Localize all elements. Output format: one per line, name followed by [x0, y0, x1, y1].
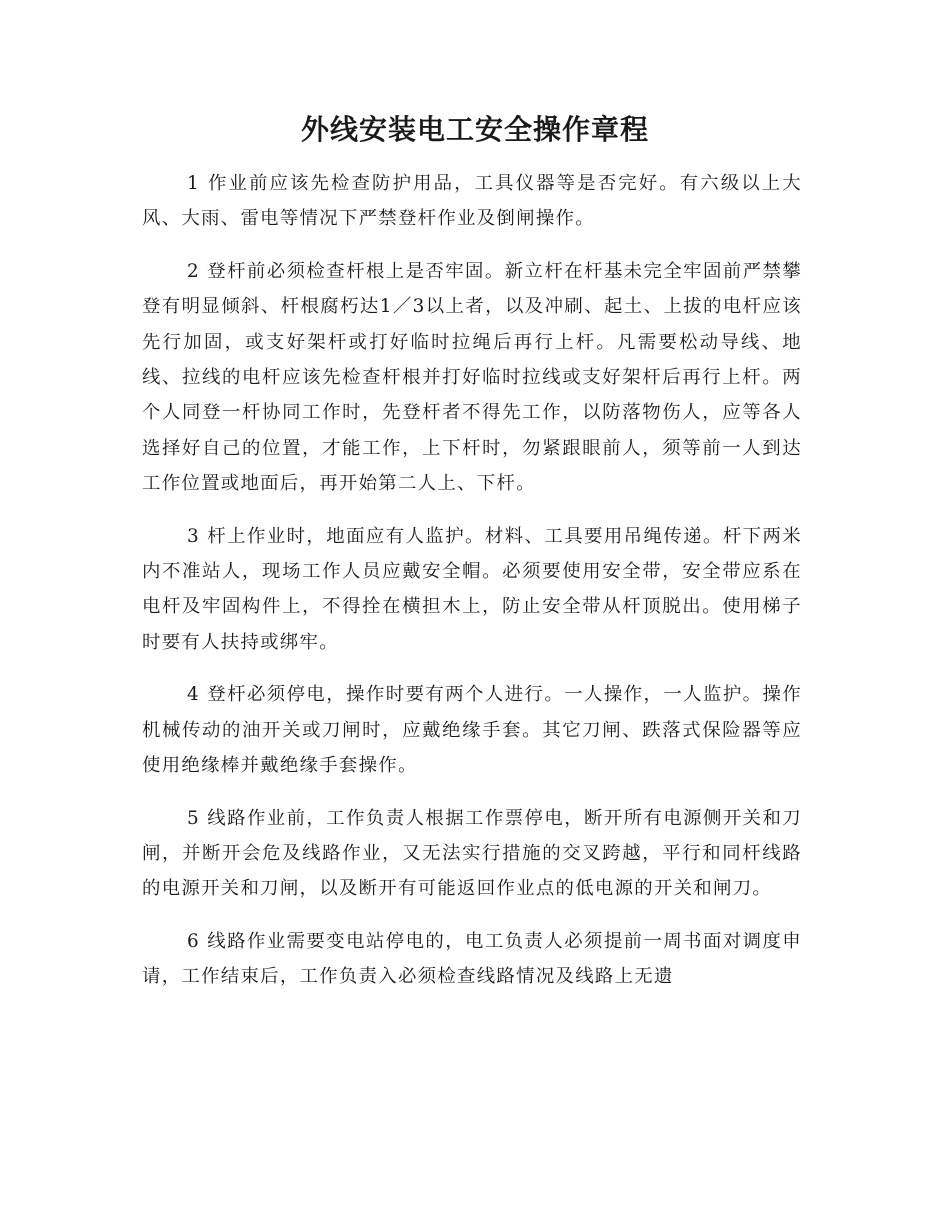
paragraph-4: 4 登杆必须停电，操作时要有两个人进行。一人操作，一人监护。操作机械传动的油开关或刀闸时，应戴绝缘手套。其它刀闸、跌落式保险器等应使用绝缘棒并戴绝缘手套操作。: [142, 684, 802, 777]
paragraph-1: 1 作业前应该先检查防护用品，工具仪器等是否完好。有六级以上大风、大雨、雷电等情况下严禁登杆作业及倒闸操作。: [142, 173, 802, 230]
paragraph-2: 2 登杆前必须检查杆根上是否牢固。新立杆在杆基未完全牢固前严禁攀登有明显倾斜、杆根腐朽达1／3以上者，以及冲刷、起土、上拔的电杆应该先行加固，或支好架杆或打好临时拉绳后再行上杆。凡需要松动导线、地线、拉线的电杆应该先检查杆根并打好临时拉线或支好架杆后再行上杆。两个人同登一杆协同工作时，先登杆者不得先工作，以防落物伤人，应等各人选择好自己的位置，才能工作，上下杆时，勿紧跟眼前人，须等前一人到达工作位置或地面后，再开始第二人上、下杆。: [142, 260, 802, 495]
document-body: [142, 166, 802, 1012]
paragraph-5: 5 线路作业前，工作负责人根据工作票停电，断开所有电源侧开关和刀闸，并断开会危及线路作业，又无法实行措施的交叉跨越，平行和同杆线路的电源开关和刀闸，以及断开有可能返回作业点的低电源的开关和闸刀。: [142, 807, 802, 900]
paragraph-3: 3 杆上作业时，地面应有人监护。材料、工具要用吊绳传递。杆下两米内不准站人，现场工作人员应戴安全帽。必须要使用安全带，安全带应系在电杆及牢固构件上，不得拴在横担木上，防止安全带从杆顶脱出。使用梯子时要有人扶持或绑牢。: [142, 525, 802, 653]
paragraph-6: 6 线路作业需要变电站停电的，电工负责人必须提前一周书面对调度申请，工作结束后，工作负责入必须检查线路情况及线路上无遗: [142, 930, 802, 988]
document-title: 外线安装电工安全操作章程: [300, 113, 649, 146]
